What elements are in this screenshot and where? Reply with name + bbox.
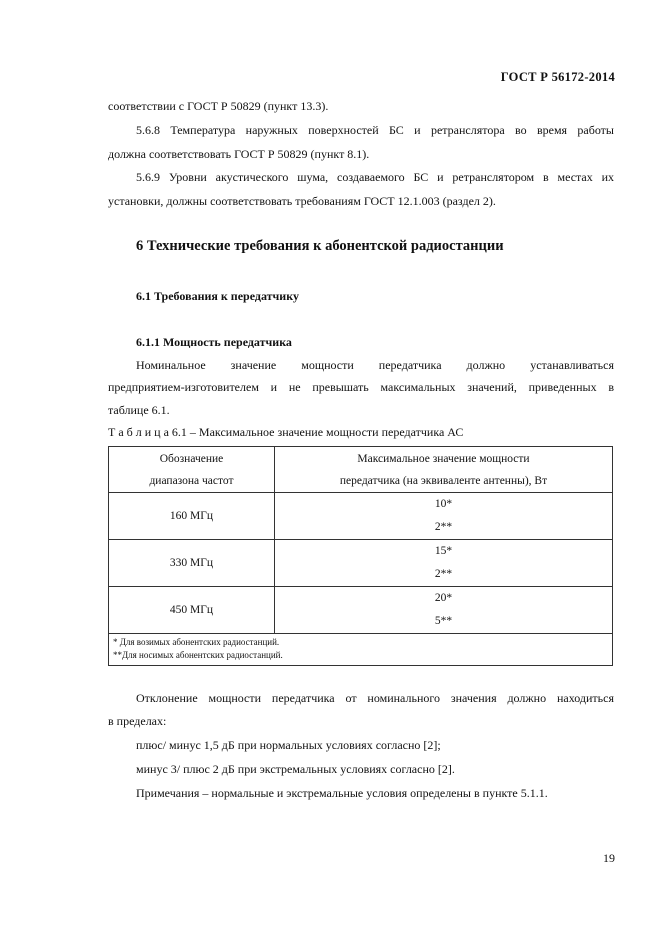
header-cell-power [275,447,613,493]
paragraph-line: соответствии с ГОСТ Р 50829 (пункт 13.3). [108,99,329,113]
header-text: диапазона частот [149,474,234,487]
table-row [109,493,613,540]
paragraph-line: 5.6.9 Уровни акустического шума, создаваемого БС и ретранслятором в местах их [136,170,614,184]
paragraph-line: Номинальное значение мощности передатчика должно устанавливаться [136,358,614,372]
table-notes [109,634,613,666]
power-cell [275,493,613,540]
page-number: 19 [603,851,615,865]
list-item: минус 3/ плюс 2 дБ при экстремальных условиях согласно [2]. [136,762,455,776]
table-caption: Т а б л и ц а 6.1 – Максимальное значение мощности передатчика АС [108,425,464,439]
table-row [109,540,613,587]
table-row [109,587,613,634]
power-value: 20* [434,592,453,604]
power-value: 10* [434,498,453,510]
paragraph-line: таблице 6.1. [108,403,170,417]
section-heading: 6 Технические требования к абонентской радиостанции [136,238,504,254]
paragraph-line: должна соответствовать ГОСТ Р 50829 (пункт 8.1). [108,147,370,161]
table-header-row [109,447,613,493]
header-cell-band [109,447,275,493]
paragraph-line: предприятием-изготовителем и не превышать максимальных значений, приведенных в [108,380,614,394]
power-value: 2** [434,521,453,533]
band-cell: 160 МГц [109,493,275,540]
paragraph-line: Отклонение мощности передатчика от номинального значения должно находиться [136,691,614,705]
header-text: Максимальное значение мощности [357,452,530,465]
header-text: передатчика (на эквиваленте антенны), Вт [339,474,548,487]
power-value: 15* [434,545,453,557]
power-value: 2** [434,568,453,580]
note-line: Примечания – нормальные и экстремальные условия определены в пункте 5.1.1. [136,786,548,800]
paragraph-line: в пределах: [108,714,167,728]
power-value: 5** [434,615,453,627]
subsection-heading: 6.1 Требования к передатчику [136,289,299,303]
power-cell [275,540,613,587]
table-note: **Для носимых абонентских радиостанций. [113,650,283,660]
power-table [108,446,613,666]
header-text: Обозначение [159,452,224,465]
table-note: * Для возимых абонентских радиостанций. [113,637,280,647]
standard-header: ГОСТ Р 56172-2014 [500,70,615,84]
paragraph-line: 5.6.8 Температура наружных поверхностей БС и ретранслятора во время работы [136,123,614,137]
band-cell: 450 МГц [109,587,275,634]
subsubsection-heading: 6.1.1 Мощность передатчика [136,335,292,349]
paragraph-line: установки, должны соответствовать требованиям ГОСТ 12.1.003 (раздел 2). [108,194,496,208]
band-cell: 330 МГц [109,540,275,587]
list-item: плюс/ минус 1,5 дБ при нормальных условиях согласно [2]; [136,738,441,752]
power-cell [275,587,613,634]
table-notes-row [109,634,613,666]
